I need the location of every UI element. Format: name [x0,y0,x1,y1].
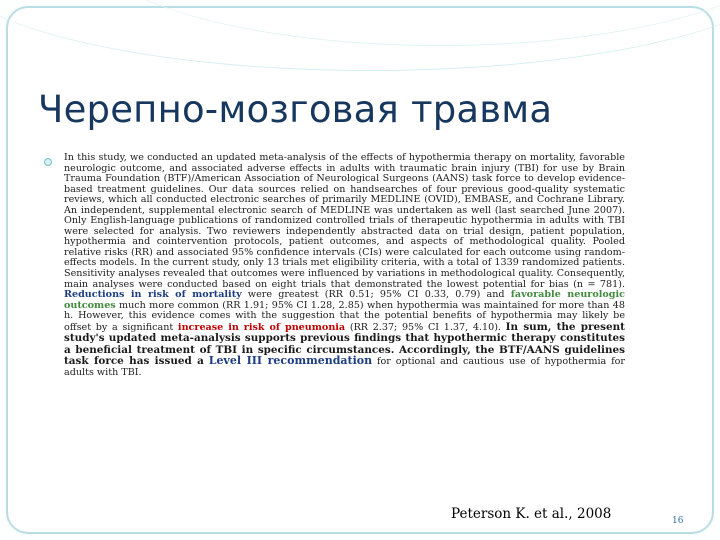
body-text-pneumonia-stats: (RR 2.37; 95% CI 1.37, 4.10). [349,321,501,333]
body-text-conclusion: for optional and cautious use of hypothermia for adults with TBI. [64,356,626,378]
page-number: 16 [672,516,684,526]
body-paragraph [64,153,625,378]
highlight-neurologic: favorable neurologic outcomes [64,289,625,311]
bullet-icon [44,158,52,166]
body-text-neurologic-stats: much more common (RR 1.91; 95% CI 1.28, 2.85) when hypothermia was maintained for more than 48 h. However, this evidence comes with the suggestion that the potential benefits of hypothermia may likely be offset by a significant [64,299,625,333]
highlight-mortality: Reductions in risk of mortality [64,289,242,301]
slide-title: Черепно-мозговая травма [38,88,553,131]
citation: Peterson K. et al., 2008 [451,506,612,522]
summary-bold: In sum, the present study's updated meta-analysis supports previous findings that hypothermic therapy constitutes a beneficial treatment of TBI in specific circumstances. Accordingly, the BTF/AANS guidelines task force has issued a [64,320,625,368]
highlight-pneumonia: increase in risk of pneumonia [177,321,346,333]
highlight-level-recommendation: Level III recommendation [208,354,373,368]
body-text-intro: In this study, we conducted an updated meta-analysis of the effects of hypothermia therapy on mortality, favorable neurologic outcome, and associated adverse effects in adults with traumatic brain injury (TBI) for use by Brain Trauma Foundation (BTF)/American Association of Neurological Surgeons (AANS) task force to develop evidence-based treatment guidelines. Our data sources relied on handsearches of four previous good-quality systematic reviews, which all conducted electronic searches of primarily MEDLINE (OVID), EMBASE, and Cochrane Library. An independent, supplemental electronic search of MEDLINE was undertaken as well (last searched June 2007). Only English-language publications of randomized controlled trials of therapeutic hypothermia in adults with TBI were selected for analysis. Two reviewers independently abstracted data on trial design, patient population, hypothermia and cointervention protocols, patient outcomes, and aspects of methodological quality. Pooled relative risks (RR) and associated 95% confidence intervals (CIs) were calculated for each outcome using random-effects models. In the current study, only 13 trials met eligibility criteria, with a total of 1339 randomized patients. Sensitivity analyses revealed that outcomes were influenced by variations in methodological quality. Consequently, main analyses were conducted based on eight trials that demonstrated the lowest potential for bias (n = 781). [64,152,625,290]
body-text-mortality-stats: were greatest (RR 0.51; 95% CI 0.33, 0.79) and [247,289,505,301]
